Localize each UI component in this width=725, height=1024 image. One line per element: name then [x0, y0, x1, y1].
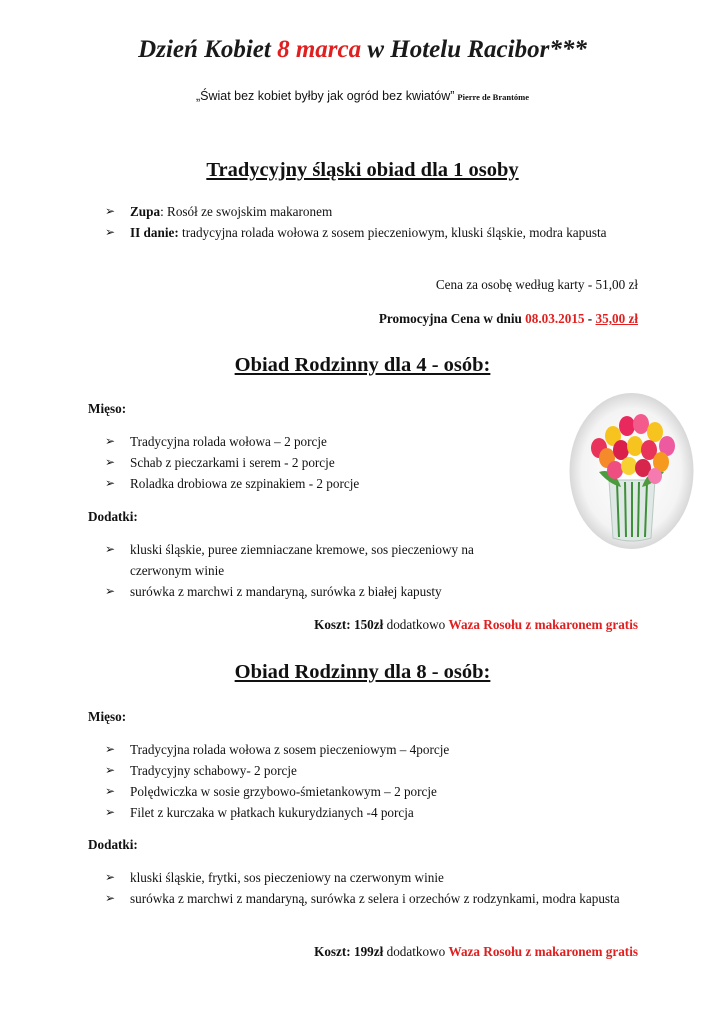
- section2-meat-label: Mięso:: [88, 401, 127, 416]
- arrow-bullet-icon: ➢: [105, 742, 116, 756]
- title-part1: Dzień Kobiet: [138, 36, 278, 63]
- quote: [0, 89, 725, 103]
- title-date: 8 marca: [277, 36, 362, 63]
- list-item: ➢ Polędwiczka w sosie grzybowo-śmietankowym – 2 porcje: [105, 781, 625, 802]
- quote-text: „Świat bez kobiet byłby jak ogród bez kwiatów”: [195, 89, 455, 103]
- section2-sides-label: Dodatki:: [88, 509, 138, 524]
- quote-author: Pierre de Brantóme: [457, 92, 530, 102]
- list-item: ➢ Tradycyjna rolada wołowa – 2 porcje: [105, 431, 545, 452]
- arrow-bullet-icon: ➢: [105, 784, 116, 798]
- list-item: ➢ surówka z marchwi z mandaryną, surówka z białej kapusty: [105, 581, 535, 602]
- list-item: ➢ Tradycyjna rolada wołowa z sosem pieczeniowym – 4porcje: [105, 739, 625, 760]
- section1-list: [105, 201, 625, 243]
- section3-meat-list: [105, 739, 625, 823]
- tulip-bouquet-icon: [569, 392, 694, 550]
- section2-sides-list: [105, 539, 535, 602]
- list-item: ➢ II danie: tradycyjna rolada wołowa z sosem pieczeniowym, kluski śląskie, modra kapusta: [105, 222, 625, 243]
- section2-heading: Obiad Rodzinny dla 4 - osób:: [234, 354, 491, 376]
- title-part2: w Hotelu Racibor***: [361, 36, 587, 63]
- section3-heading: Obiad Rodzinny dla 8 - osób:: [234, 661, 491, 683]
- arrow-bullet-icon: ➢: [105, 584, 116, 598]
- list-item: ➢ Roladka drobiowa ze szpinakiem - 2 porcje: [105, 473, 545, 494]
- promo-price: Promocyjna Cena w dniu 08.03.2015 - 35,00 zł: [378, 311, 638, 326]
- arrow-bullet-icon: ➢: [105, 476, 116, 490]
- list-item: ➢ Tradycyjny schabowy- 2 porcje: [105, 760, 625, 781]
- arrow-bullet-icon: ➢: [105, 225, 116, 239]
- list-item: ➢ Zupa: Rosół ze swojskim makaronem: [105, 201, 625, 222]
- arrow-bullet-icon: ➢: [105, 763, 116, 777]
- section3-sides-list: [105, 867, 625, 909]
- price-card: Cena za osobę według karty - 51,00 zł: [435, 277, 638, 292]
- arrow-bullet-icon: ➢: [105, 204, 116, 218]
- list-item: ➢ Schab z pieczarkami i serem - 2 porcje: [105, 452, 545, 473]
- arrow-bullet-icon: ➢: [105, 870, 116, 884]
- list-item: ➢ kluski śląskie, puree ziemniaczane kremowe, sos pieczeniowy na czerwonym winie: [105, 539, 535, 581]
- section2-cost: Koszt: 150zł dodatkowo Waza Rosołu z makaronem gratis: [314, 617, 638, 632]
- page-title: [0, 36, 725, 64]
- arrow-bullet-icon: ➢: [105, 891, 116, 905]
- arrow-bullet-icon: ➢: [105, 455, 116, 469]
- list-item: ➢ Filet z kurczaka w płatkach kukurydzianych -4 porcja: [105, 802, 625, 823]
- section1-heading: Tradycyjny śląski obiad dla 1 osoby: [206, 159, 519, 181]
- section3-cost: Koszt: 199zł dodatkowo Waza Rosołu z makaronem gratis: [314, 944, 638, 959]
- list-item: ➢ surówka z marchwi z mandaryną, surówka z selera i orzechów z rodzynkami, modra kapusta: [105, 888, 625, 909]
- section2-meat-list: [105, 431, 545, 494]
- section3-meat-label: Mięso:: [88, 709, 127, 724]
- arrow-bullet-icon: ➢: [105, 542, 116, 556]
- arrow-bullet-icon: ➢: [105, 434, 116, 448]
- list-item: ➢ kluski śląskie, frytki, sos pieczeniowy na czerwonym winie: [105, 867, 625, 888]
- arrow-bullet-icon: ➢: [105, 805, 116, 819]
- section3-sides-label: Dodatki:: [88, 837, 138, 852]
